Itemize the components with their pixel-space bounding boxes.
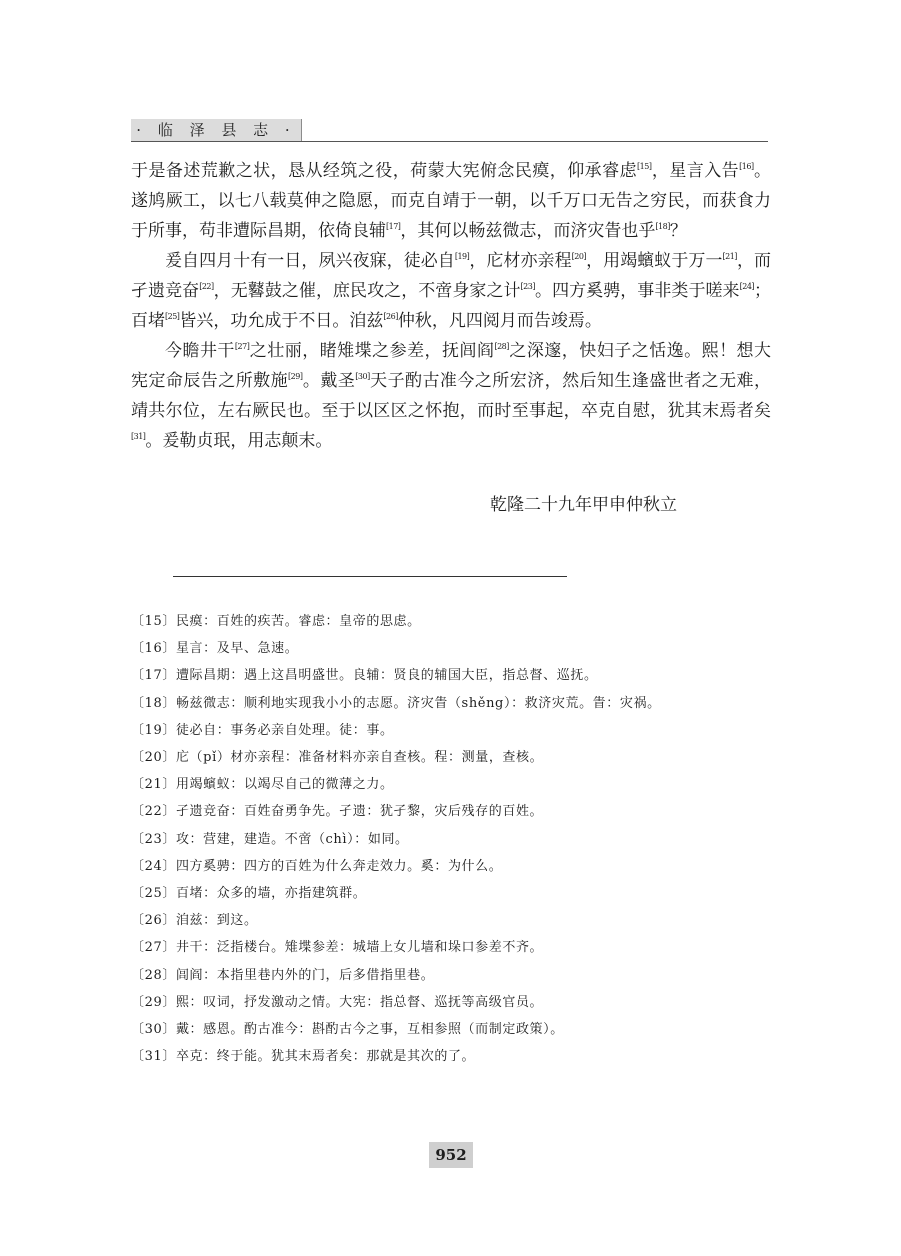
footnote-item: 〔30〕戴：感恩。酌古准今：斟酌古今之事，互相参照（而制定政策）。	[131, 1022, 564, 1038]
text-run: 爰自四月十有一日，夙兴夜寐，徒必自	[165, 251, 455, 271]
footnote-ref: [22]	[199, 282, 214, 291]
text-run: ？	[669, 221, 687, 241]
text-run: ，而孑遗竞奋	[131, 251, 772, 301]
footnote-ref: [20]	[571, 252, 587, 261]
footnote-ref: [19]	[454, 252, 470, 261]
text-run: 皆兴，功允成于不日。洎兹	[179, 311, 384, 331]
text-run: ，庀材亦亲程	[469, 251, 572, 271]
paragraph	[131, 156, 771, 246]
footnote-item: 〔19〕徒必自：事务必亲自处理。徒：事。	[131, 722, 394, 738]
main-text	[131, 156, 771, 456]
footnote-item: 〔25〕百堵：众多的墙，亦指建筑群。	[131, 886, 367, 902]
footnote-ref: [30]	[355, 372, 370, 381]
footnote-ref: [15]	[637, 162, 652, 171]
footnote-item: 〔22〕孑遗竞奋：百姓奋勇争先。孑遗：犹孑黎，灾后残存的百姓。	[131, 804, 544, 820]
text-run: ，其何以畅兹微志，而济灾眚也乎	[400, 221, 656, 241]
footnote-list	[131, 608, 751, 1070]
footnote-ref: [23]	[520, 282, 535, 291]
footnote-item: 〔21〕用竭蠙蚁：以竭尽自己的微薄之力。	[131, 777, 394, 793]
footnote-item: 〔29〕熙：叹词，抒发激动之情。大宪：指总督、巡抚等高级官员。	[131, 994, 544, 1010]
footnote-item: 〔20〕庀（pǐ）材亦亲程：准备材料亦亲自查核。程：测量，查核。	[131, 750, 544, 766]
text-run: 。戴圣	[302, 371, 356, 391]
footnote-rule	[173, 576, 567, 577]
footnote-item: 〔17〕遭际昌期：遇上这昌明盛世。良辅：贤良的辅国大臣，指总督、巡抚。	[131, 668, 598, 684]
footnote-ref: [25]	[165, 312, 180, 321]
footnote-item: 〔31〕卒克：终于能。犹其末焉者矣：那就是其次的了。	[131, 1049, 476, 1065]
page-number: 952	[429, 1142, 473, 1168]
text-run: 之深邃，快妇子之恬逸。熙！想大宪定命辰告之所敷施	[131, 341, 772, 391]
footnote-ref: [26]	[383, 312, 398, 321]
running-header-title: · 临 泽 县 志 ·	[136, 121, 296, 139]
text-run: ，星言入告	[651, 161, 740, 181]
footnote-ref: [31]	[131, 432, 146, 441]
footnote-item: 〔23〕攻：营建，建造。不啻（chì）：如同。	[131, 831, 409, 847]
text-run: ；百堵	[131, 281, 772, 331]
footnote-item: 〔24〕四方奚骋：四方的百姓为什么奔走效力。奚：为什么。	[131, 858, 503, 874]
text-run: 天子酌古准今之所宏济，然后知生逢盛世者之无难，靖共尔位，左右厥民也。至于以区区之怀抱，而时至事起，卒克自慰，犹其末焉者矣	[131, 371, 772, 421]
footnote-ref: [16]	[739, 162, 754, 171]
text-run: 。四方奚骋，事非类于嗟来	[534, 281, 740, 301]
inscription-date: 乾隆二十九年甲申仲秋立	[490, 495, 677, 515]
footnote-item: 〔16〕星言：及早、急速。	[131, 641, 299, 657]
footnote-item: 〔18〕畅兹微志：顺利地实现我小小的志愿。济灾眚（shěng）：救济灾荒。眚：灾祸。	[131, 695, 661, 711]
footnote-ref: [24]	[739, 282, 755, 291]
footnote-ref: [18]	[655, 222, 670, 231]
text-run: 于是备述荒歉之状，恳从经筑之役，荷蒙大宪俯念民瘼，仰承睿虑	[131, 161, 638, 181]
text-run: 今瞻井干	[165, 341, 235, 361]
paragraph	[131, 246, 771, 336]
footnote-ref: [28]	[494, 342, 509, 351]
footnote-ref: [17]	[386, 222, 401, 231]
text-run: 。爰勒贞珉，用志颠末。	[145, 431, 333, 451]
text-run: 之壮丽，睹雉堞之参差，抚闾阎	[249, 341, 495, 361]
footnote-ref: [29]	[288, 372, 303, 381]
footnote-item: 〔27〕井干：泛指楼台。雉堞参差：城墙上女儿墙和垛口参差不齐。	[131, 940, 544, 956]
text-run: ，用竭蠙蚁于万一	[586, 251, 723, 271]
paragraph	[131, 336, 771, 456]
footnote-ref: [21]	[722, 252, 737, 261]
footnote-item: 〔26〕洎兹：到这。	[131, 913, 258, 929]
text-run: ，无鼛鼓之催，庶民攻之，不啻身家之计	[213, 281, 521, 301]
footnote-item: 〔15〕民瘼：百姓的疾苦。睿虑：皇帝的思虑。	[131, 614, 421, 629]
header-rule	[131, 141, 768, 142]
footnote-ref: [27]	[234, 342, 250, 351]
text-run: 仲秋，凡四阅月而告竣焉。	[397, 311, 602, 331]
text-run: 。遂鸠厥工，以七八载莫伸之隐愿，而克自靖于一朝，以千万口无告之穷民，而获食力于所事，苟非遭际昌期，依倚良辅	[131, 161, 772, 241]
footnote-item: 〔28〕闾阎：本指里巷内外的门，后多借指里巷。	[131, 967, 435, 983]
